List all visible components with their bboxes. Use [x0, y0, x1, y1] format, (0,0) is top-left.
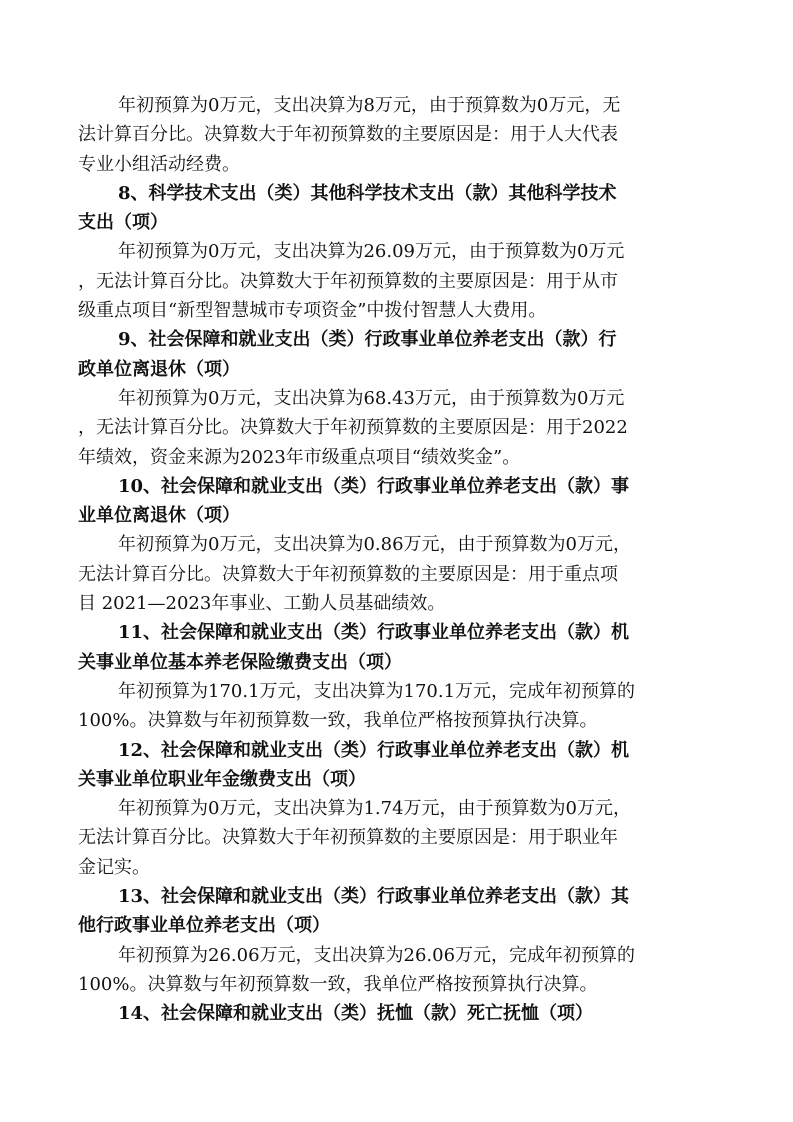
heading-continuation: 关事业单位职业年金缴费支出（项）	[78, 768, 366, 790]
paragraph-budget-note-9	[78, 384, 718, 472]
document-body	[78, 91, 718, 1029]
paragraph-budget-note-8	[78, 237, 718, 325]
paragraph-continuation: ，无法计算百分比。决算数大于年初预算数的主要原因是：用于从市 级重点项目“新型智慧城市专项资金”中拨付智慧人大费用。	[78, 270, 618, 322]
paragraph-first-line: 年初预算为0万元，支出决算为68.43万元，由于预算数为0万元	[118, 387, 625, 409]
paragraph-first-line: 年初预算为170.1万元，支出决算为170.1万元，完成年初预算的	[118, 680, 636, 702]
heading-first-line: 9、社会保障和就业支出（类）行政事业单位养老支出（款）行	[118, 329, 617, 351]
heading-continuation: 业单位离退休（项）	[78, 505, 240, 527]
section-heading-13	[78, 882, 718, 941]
paragraph-continuation: ，无法计算百分比。决算数大于年初预算数的主要原因是：用于2022 年绩效，资金来源为2023年市级重点项目“绩效奖金”。	[78, 417, 628, 468]
heading-first-line: 12、社会保障和就业支出（类）行政事业单位养老支出（款）机	[118, 739, 630, 761]
heading-first-line: 14、社会保障和就业支出（类）抚恤（款）死亡抚恤（项）	[118, 1003, 594, 1025]
paragraph-continuation: 无法计算百分比。决算数大于年初预算数的主要原因是：用于职业年 金记实。	[78, 827, 618, 878]
paragraph-budget-note-12	[78, 794, 718, 882]
heading-first-line: 10、社会保障和就业支出（类）行政事业单位养老支出（款）事	[118, 475, 630, 497]
paragraph-budget-note-7	[78, 91, 718, 179]
paragraph-budget-note-10	[78, 530, 718, 618]
paragraph-first-line: 年初预算为0万元，支出决算为0.86万元，由于预算数为0万元，	[118, 534, 631, 556]
paragraph-budget-note-13	[78, 941, 718, 1000]
heading-continuation: 关事业单位基本养老保险缴费支出（项）	[78, 651, 402, 673]
heading-first-line: 8、科学技术支出（类）其他科学技术支出（款）其他科学技术	[118, 182, 617, 204]
section-heading-12	[78, 736, 718, 795]
section-heading-11	[78, 618, 718, 677]
paragraph-continuation: 100%。决算数与年初预算数一致，我单位严格按预算执行决算。	[78, 973, 598, 995]
paragraph-first-line: 年初预算为26.06万元，支出决算为26.06万元，完成年初预算的	[118, 944, 636, 966]
paragraph-first-line: 年初预算为0万元，支出决算为8万元，由于预算数为0万元，无	[118, 95, 621, 116]
paragraph-continuation: 100%。决算数与年初预算数一致，我单位严格按预算执行决算。	[78, 710, 598, 732]
section-heading-9	[78, 325, 718, 384]
heading-first-line: 11、社会保障和就业支出（类）行政事业单位养老支出（款）机	[118, 622, 630, 644]
heading-continuation: 政单位离退休（项）	[78, 358, 240, 380]
heading-continuation: 支出（项）	[78, 212, 168, 234]
paragraph-continuation: 无法计算百分比。决算数大于年初预算数的主要原因是：用于重点项 目 2021—2023年事业、工勤人员基础绩效。	[78, 563, 618, 615]
heading-first-line: 13、社会保障和就业支出（类）行政事业单位养老支出（款）其	[118, 886, 630, 908]
paragraph-first-line: 年初预算为0万元，支出决算为26.09万元，由于预算数为0万元	[118, 241, 625, 263]
paragraph-continuation: 法计算百分比。决算数大于年初预算数的主要原因是：用于人大代表 专业小组活动经费。	[78, 124, 618, 175]
section-heading-10	[78, 472, 718, 531]
section-heading-8	[78, 179, 718, 238]
paragraph-first-line: 年初预算为0万元，支出决算为1.74万元，由于预算数为0万元，	[118, 798, 631, 820]
heading-continuation: 他行政事业单位养老支出（项）	[78, 915, 330, 937]
paragraph-budget-note-11	[78, 677, 718, 736]
section-heading-14	[78, 999, 718, 1028]
